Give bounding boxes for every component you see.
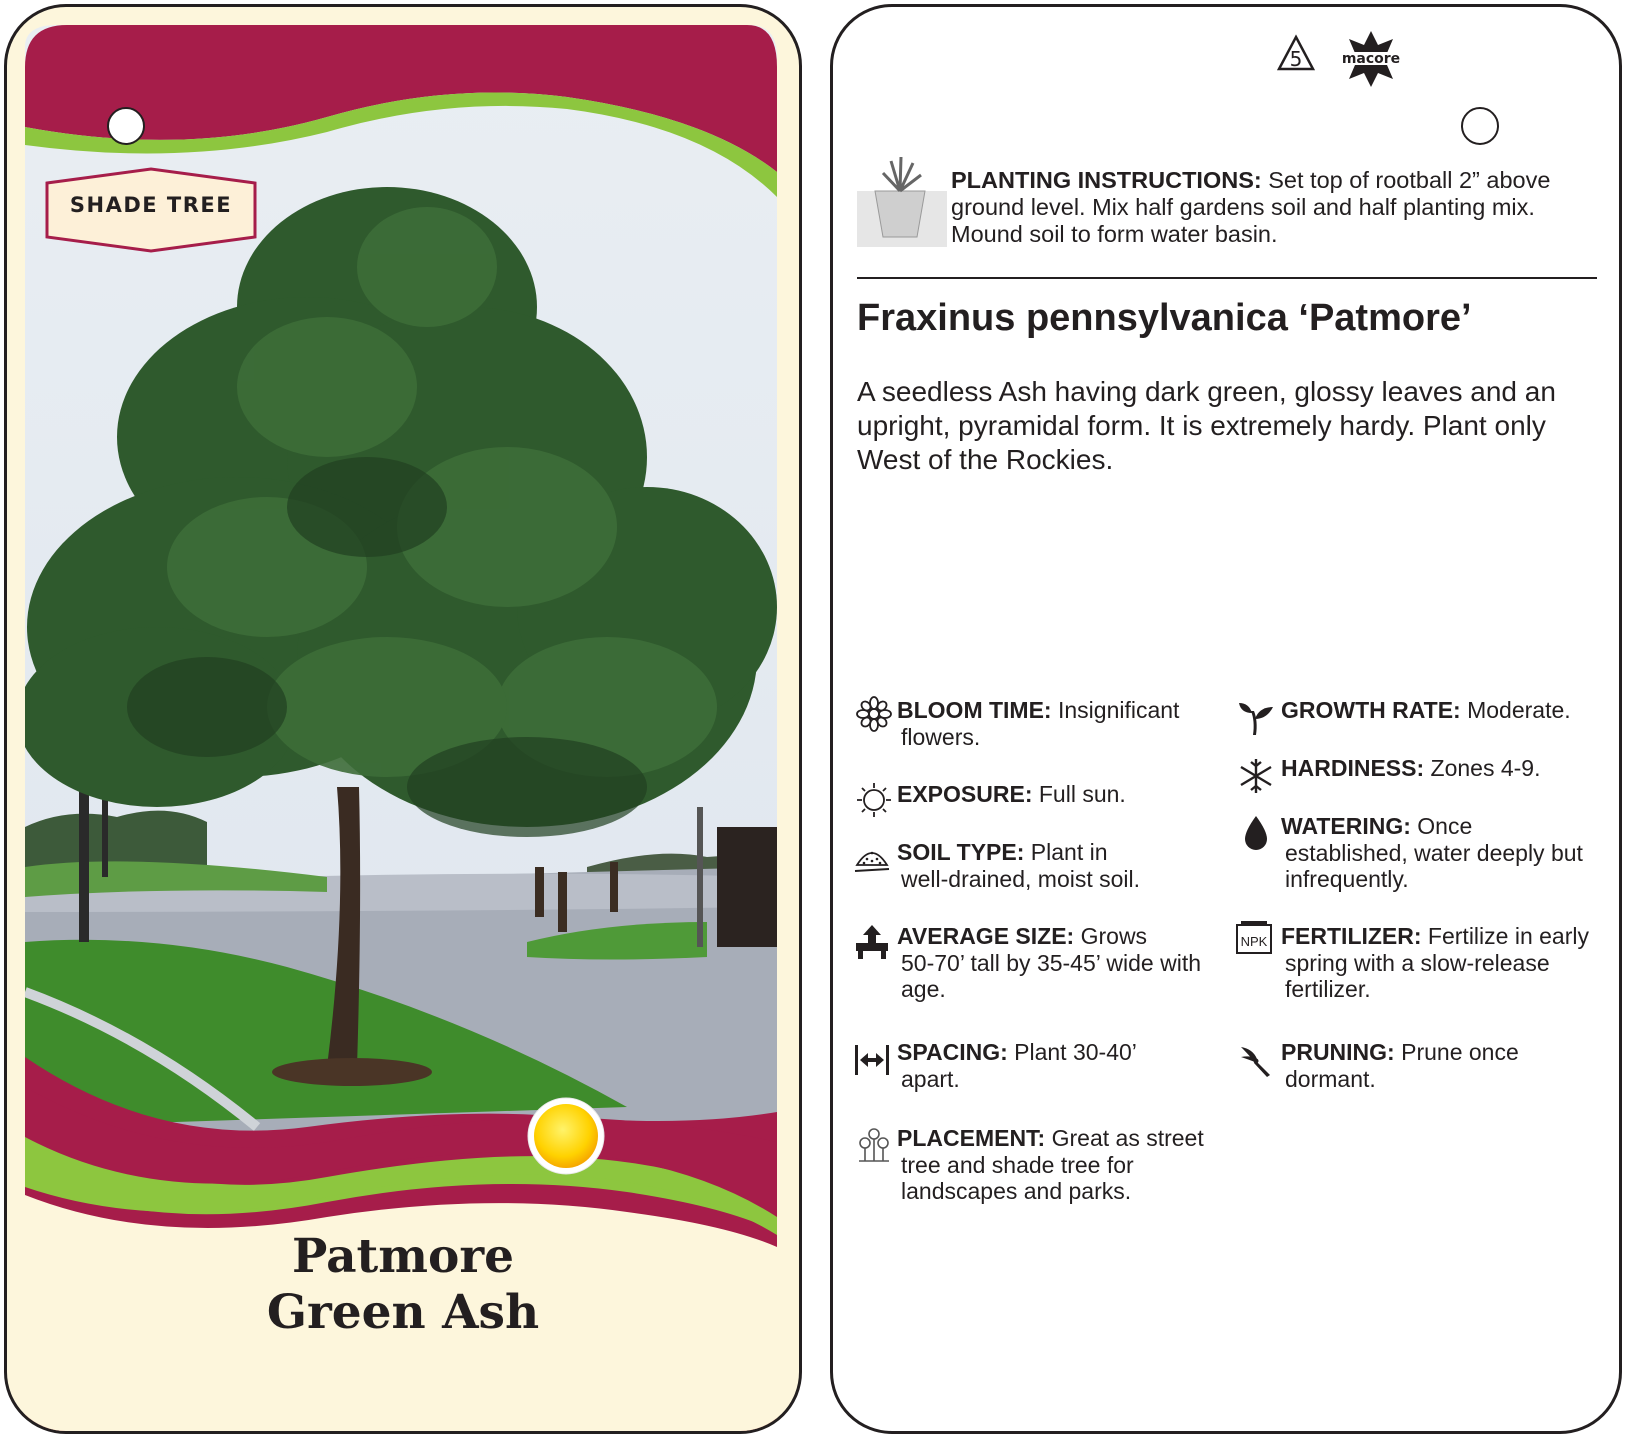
front-tag [4, 4, 802, 1434]
hang-hole [107, 107, 145, 145]
size-icon [853, 923, 891, 961]
pruning-attribute: PRUNING: Prune once dormant. [1281, 1039, 1519, 1092]
placement-icon [855, 1125, 893, 1163]
common-name-line2: Green Ash [266, 1285, 540, 1340]
soil-icon [853, 839, 891, 877]
planting-pot-icon [855, 153, 951, 253]
divider [857, 277, 1597, 279]
growth-rate-attribute: GROWTH RATE: Moderate. [1281, 697, 1571, 723]
npk-icon [1235, 919, 1273, 957]
spacing-icon [853, 1041, 891, 1079]
recycle-number: 5 [1289, 47, 1303, 71]
common-name-line1: Patmore [292, 1229, 514, 1284]
average-size-attribute: AVERAGE SIZE: Grows 50-70’ tall by 35-45’ wide with age. [897, 923, 1202, 1002]
sun-icon [855, 781, 893, 819]
planting-text: Set top of rootball 2” above ground level. Mix half gardens soil and half planting mix. Mound soil to form water basin. [951, 167, 1551, 247]
flower-icon [855, 695, 893, 733]
spacing-attribute: SPACING: Plant 30-40’ apart. [897, 1039, 1137, 1092]
hardiness-attribute: HARDINESS: Zones 4-9. [1281, 755, 1541, 781]
pruner-icon [1237, 1041, 1275, 1079]
water-drop-icon [1237, 813, 1275, 851]
placement-attribute: PLACEMENT: Great as street tree and shade tree for landscapes and parks. [897, 1125, 1204, 1204]
sun-exposure-icon [525, 1095, 607, 1177]
botanical-name: Fraxinus pennsylvanica ‘Patmore’ [857, 297, 1472, 339]
recycle-macore-logos [1273, 29, 1413, 93]
macore-logo [1341, 31, 1401, 87]
sprout-icon [1237, 699, 1275, 737]
bloom-time-attribute: BLOOM TIME: Insignificant flowers. [897, 697, 1180, 750]
hang-hole [1461, 107, 1499, 145]
soil-type-attribute: SOIL TYPE: Plant in well-drained, moist soil. [897, 839, 1141, 892]
snowflake-icon [1237, 757, 1275, 795]
description: A seedless Ash having dark green, glossy leaves and an upright, pyramidal form. It is extremely hardy. Plant only West of the Rockies. [857, 376, 1556, 475]
fertilizer-attribute: FERTILIZER: Fertilize in early spring with a slow-release fertilizer. [1281, 923, 1589, 1002]
exposure-attribute: EXPOSURE: Full sun. [897, 781, 1126, 807]
planting-instructions [951, 167, 1591, 248]
back-tag [830, 4, 1622, 1434]
category-badge: SHADE TREE [69, 193, 233, 217]
watering-attribute: WATERING: Once established, water deeply but infrequently. [1281, 813, 1583, 892]
svg-text:NPK: NPK [1240, 934, 1268, 949]
planting-label: PLANTING INSTRUCTIONS: [951, 167, 1262, 193]
svg-text:macore: macore [1341, 51, 1401, 67]
